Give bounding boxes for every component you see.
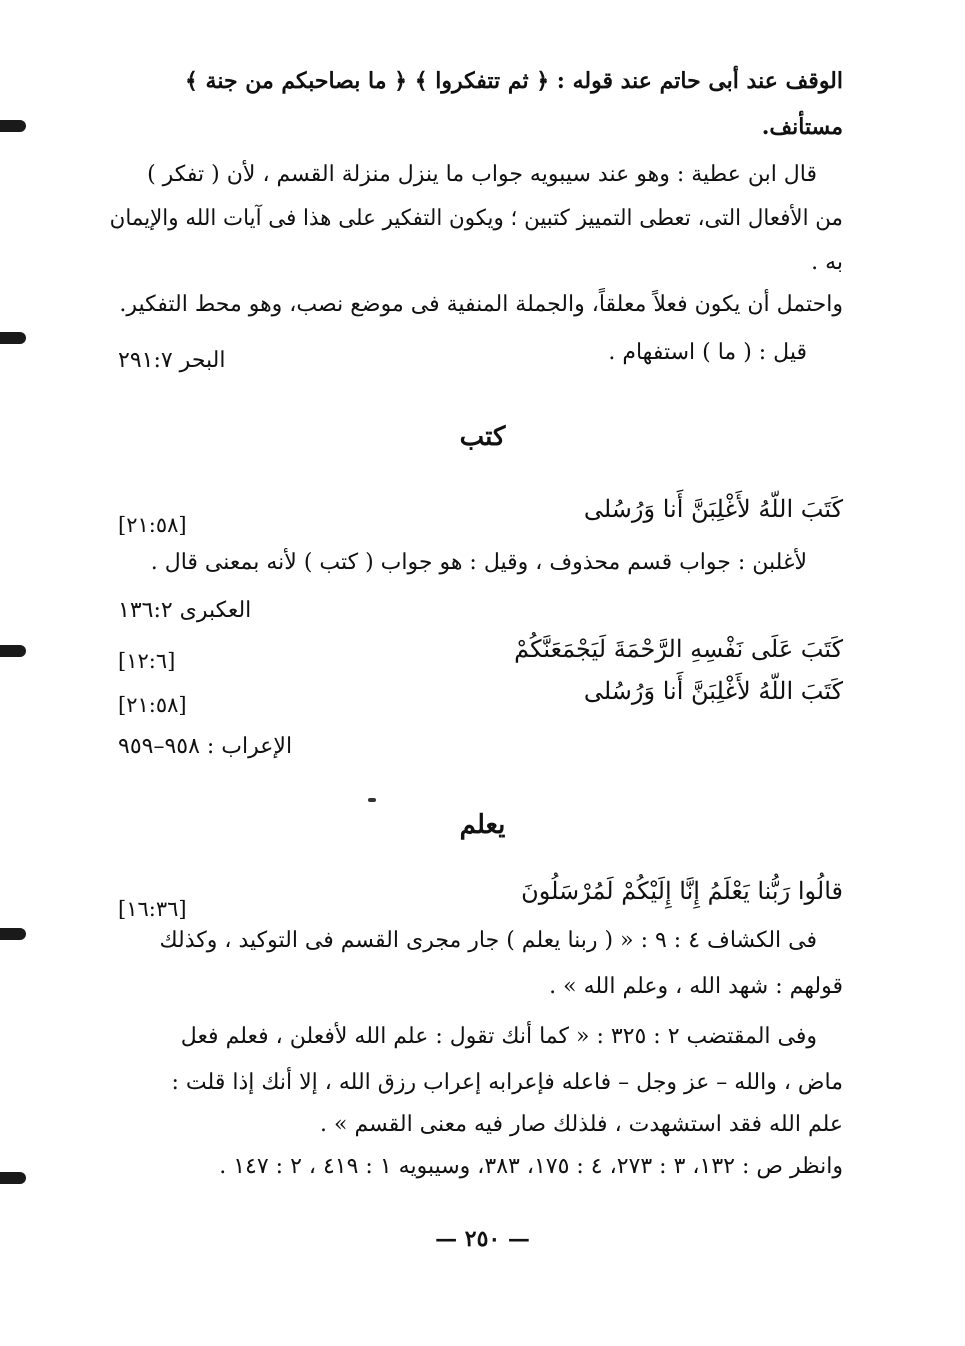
paragraph-line: لأغلبن : جواب قسم محذوف ، وقيل : هو جواب ( كتب ) لأنه بمعنى قال . bbox=[150, 550, 807, 575]
section-heading: يعلم bbox=[459, 810, 506, 840]
source-citation: البحر ٢٩١:٧ bbox=[118, 348, 226, 373]
verse-reference: [١٢:٦] bbox=[118, 649, 176, 673]
page-number: — ٢٥٠ — bbox=[435, 1226, 530, 1252]
paragraph-line: مستأنف. bbox=[761, 114, 843, 140]
binding-mark bbox=[0, 645, 26, 657]
binding-mark bbox=[0, 120, 26, 132]
paragraph-line: قال ابن عطية : وهو عند سيبويه جواب ما ينزل منزلة القسم ، لأن ( تفكر ) bbox=[147, 162, 817, 187]
quran-verse: كَتَبَ اللّهُ لأَغْلِبَنَّ أَنا وَرُسُلى bbox=[583, 677, 843, 705]
paragraph-line: قولهم : شهد الله ، وعلم الله » . bbox=[549, 974, 843, 999]
paragraph-line: الوقف عند أبى حاتم عند قوله : ﴿ ثم تتفكروا ﴾ ﴿ ما بصاحبكم من جنة ﴾ bbox=[184, 68, 843, 94]
paragraph-line: واحتمل أن يكون فعلاً معلقاً، والجملة المنفية فى موضع نصب، وهو محط التفكير. bbox=[119, 292, 843, 317]
paragraph-line: علم الله فقد استشهدت ، فلذلك صار فيه معنى القسم » . bbox=[320, 1112, 843, 1137]
ink-speck bbox=[368, 798, 376, 802]
paragraph-line: ماض ، والله – عز وجل – فاعله فإعرابه إعراب رزق الله ، إلا أنك إذا قلت : bbox=[171, 1070, 843, 1095]
binding-mark bbox=[0, 928, 26, 940]
paragraph-line: فى الكشاف ٤ : ٩ : « ( ربنا يعلم ) جار مجرى القسم فى التوكيد ، وكذلك bbox=[159, 928, 817, 953]
paragraph-line: وانظر ص : ١٣٢، ٣ : ٢٧٣، ٤ : ١٧٥، ٣٨٣، وسيبويه ١ : ٤١٩ ، ٢ : ١٤٧ . bbox=[219, 1154, 843, 1179]
quran-verse: قالُوا رَبُّنا يَعْلَمُ إِنَّا إِلَيْكُمْ لَمُرْسَلُونَ bbox=[521, 877, 843, 905]
source-citation: الإعراب : ٩٥٨–٩٥٩ bbox=[118, 734, 293, 759]
verse-reference: [٢١:٥٨] bbox=[118, 513, 187, 537]
paragraph-line: من الأفعال التى، تعطى التمييز كتبين ؛ ويكون التفكير على هذا فى آيات الله والإيمان bbox=[109, 206, 843, 231]
verse-reference: [١٦:٣٦] bbox=[118, 897, 187, 921]
quran-verse: كَتَبَ عَلَى نَفْسِهِ الرَّحْمَةَ لَيَجْمَعَنَّكُمْ bbox=[514, 635, 843, 663]
paragraph-line: وفى المقتضب ٢ : ٣٢٥ : « كما أنك تقول : علم الله لأفعلن ، فعلم فعل bbox=[180, 1024, 817, 1049]
section-heading: كتب bbox=[459, 422, 506, 452]
quran-verse: كَتَبَ اللّهُ لأَغْلِبَنَّ أَنا وَرُسُلى bbox=[583, 495, 843, 523]
binding-mark bbox=[0, 332, 26, 344]
source-citation: العكبرى ١٣٦:٢ bbox=[118, 598, 252, 623]
paragraph-line: قيل : ( ما ) استفهام . bbox=[608, 340, 807, 365]
binding-mark bbox=[0, 1172, 26, 1184]
paragraph-line: به . bbox=[811, 250, 843, 275]
verse-reference: [٢١:٥٨] bbox=[118, 693, 187, 717]
